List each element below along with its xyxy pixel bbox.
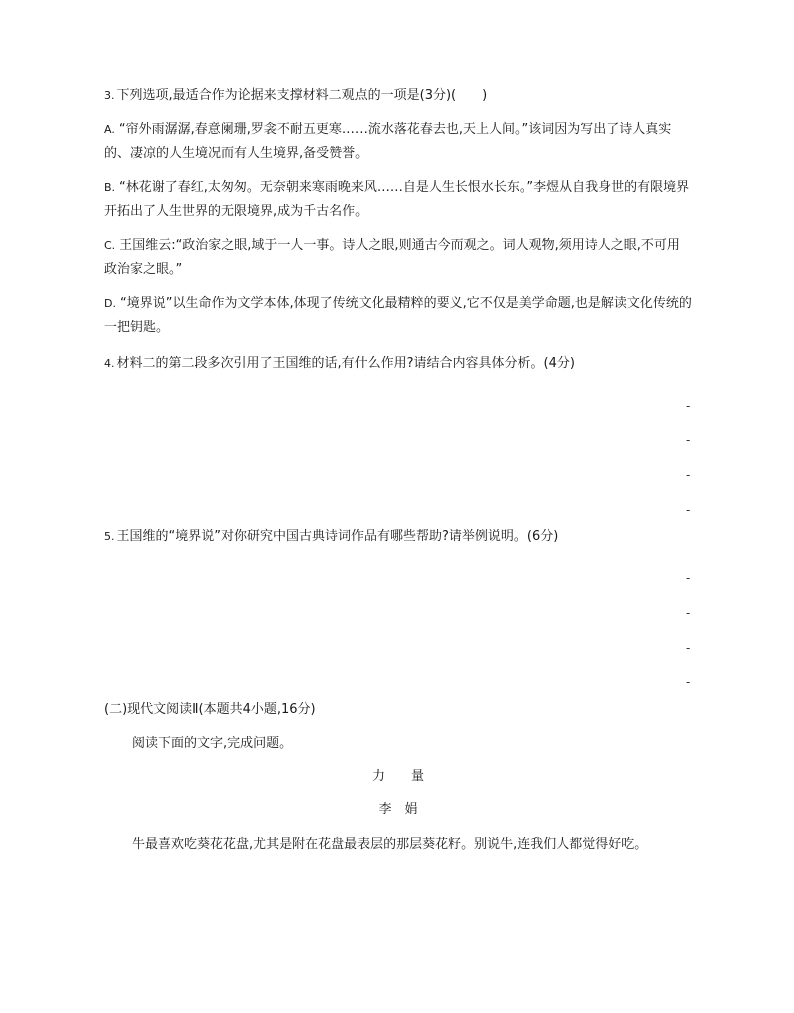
reading-instruction: 阅读下面的文字,完成问题。 (132, 736, 293, 751)
question-number: 4. (104, 357, 115, 370)
option-text: 王国维云:“政治家之眼,域于一人一事。诗人之眼,则通古今而观之。词人观物,须用诗人之眼,不可用政治家之眼。” (104, 238, 680, 277)
question-number: 3. (104, 89, 115, 102)
answer-line-mark: - (686, 606, 691, 620)
question-number: 5. (104, 530, 115, 543)
option-letter: B. (104, 181, 116, 194)
question-4-stem (104, 352, 704, 376)
passage-title: 力 量 (371, 769, 424, 784)
question-text: 材料二的第二段多次引用了王国维的话,有什么作用?请结合内容具体分析。(4分) (116, 356, 575, 371)
question-text: 王国维的“境界说”对你研究中国古典诗词作品有哪些帮助?请举例说明。(6分) (116, 529, 559, 544)
option-d (104, 292, 692, 340)
option-b (104, 176, 692, 224)
answer-line-mark: - (686, 675, 691, 689)
question-5-stem (104, 525, 704, 549)
option-letter: A. (104, 123, 115, 136)
passage-author: 李 娟 (378, 802, 418, 817)
question-3-stem (104, 84, 704, 108)
answer-line-mark: - (686, 571, 691, 585)
answer-line-mark: - (686, 399, 691, 413)
answer-line-mark: - (686, 468, 691, 482)
section-heading: (二)现代文阅读Ⅱ(本题共4小题,16分) (104, 702, 316, 717)
question-text: 下列选项,最适合作为论据来支撑材料二观点的一项是(3分)( ) (116, 88, 488, 103)
option-text: “林花谢了春红,太匆匆。无奈朝来寒雨晚来风……自是人生长恨水长东。”李煜从自我身世的有限境界开拓出了人生世界的无限境界,成为千古名作。 (104, 180, 690, 219)
option-text: “帘外雨潺潺,春意阑珊,罗衾不耐五更寒……流水落花春去也,天上人间。”该词因为写出了诗人真实的、凄凉的人生境况而有人生境界,备受赞誉。 (104, 122, 672, 161)
option-letter: D. (104, 297, 116, 310)
passage-paragraph: 牛最喜欢吃葵花花盘,尤其是附在花盘最表层的那层葵花籽。别说牛,连我们人都觉得好吃。 (132, 837, 648, 852)
option-text: “境界说”以生命作为文学本体,体现了传统文化最精粹的要义,它不仅是美学命题,也是解读文化传统的一把钥匙。 (104, 296, 692, 335)
option-c (104, 234, 692, 282)
answer-line-mark: - (686, 433, 691, 447)
answer-line-mark: - (686, 641, 691, 655)
option-letter: C. (104, 239, 116, 252)
option-a (104, 118, 692, 166)
answer-line-mark: - (686, 503, 691, 517)
